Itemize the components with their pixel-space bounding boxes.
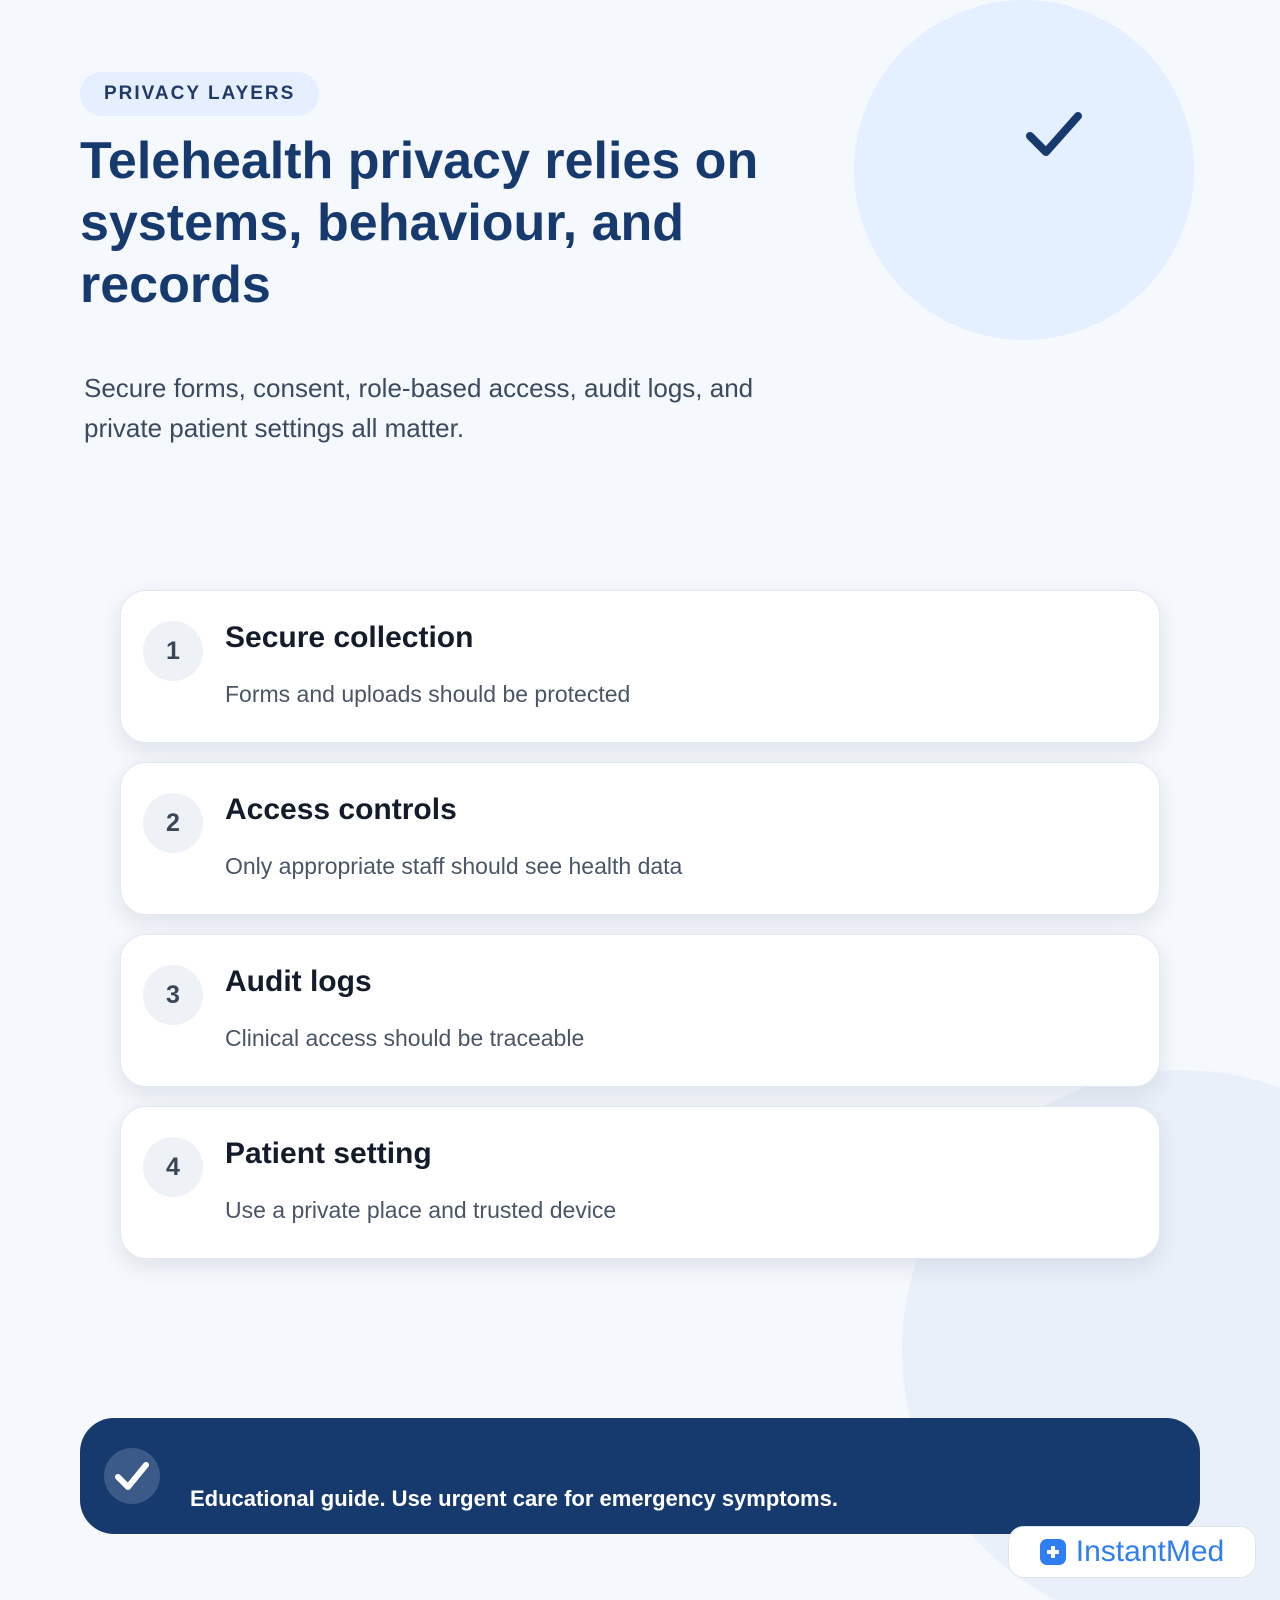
page-title: Telehealth privacy relies on systems, behaviour, and records xyxy=(80,132,759,314)
brand-logo xyxy=(1008,1526,1256,1578)
step-number: 4 xyxy=(143,1137,203,1197)
step-description: Forms and uploads should be protected xyxy=(225,681,631,707)
step-title: Access controls xyxy=(225,793,457,826)
step-card-patient-setting xyxy=(120,1106,1160,1259)
checkmark-icon xyxy=(1024,108,1084,160)
step-card-secure-collection xyxy=(120,590,1160,743)
eyebrow-badge: PRIVACY LAYERS xyxy=(80,72,319,116)
brand-name: InstantMed xyxy=(1075,1535,1225,1568)
step-title: Secure collection xyxy=(225,621,474,654)
disclaimer-banner xyxy=(80,1418,1200,1534)
step-title: Patient setting xyxy=(225,1137,432,1170)
step-title: Audit logs xyxy=(225,965,372,998)
step-card-access-controls xyxy=(120,762,1160,915)
step-description: Only appropriate staff should see health data xyxy=(225,853,683,879)
step-card-audit-logs xyxy=(120,934,1160,1087)
medical-cross-icon xyxy=(1040,1539,1066,1565)
step-number: 1 xyxy=(143,621,203,681)
step-number: 2 xyxy=(143,793,203,853)
check-circle-icon xyxy=(104,1448,160,1504)
page-subtitle: Secure forms, consent, role-based access, audit logs, and private patient settings all matter. xyxy=(84,373,754,443)
step-description: Use a private place and trusted device xyxy=(225,1197,617,1223)
steps-list xyxy=(120,590,1160,1259)
decorative-circle xyxy=(854,0,1194,340)
step-number: 3 xyxy=(143,965,203,1025)
disclaimer-text: Educational guide. Use urgent care for emergency symptoms. xyxy=(190,1486,838,1511)
step-description: Clinical access should be traceable xyxy=(225,1025,585,1051)
